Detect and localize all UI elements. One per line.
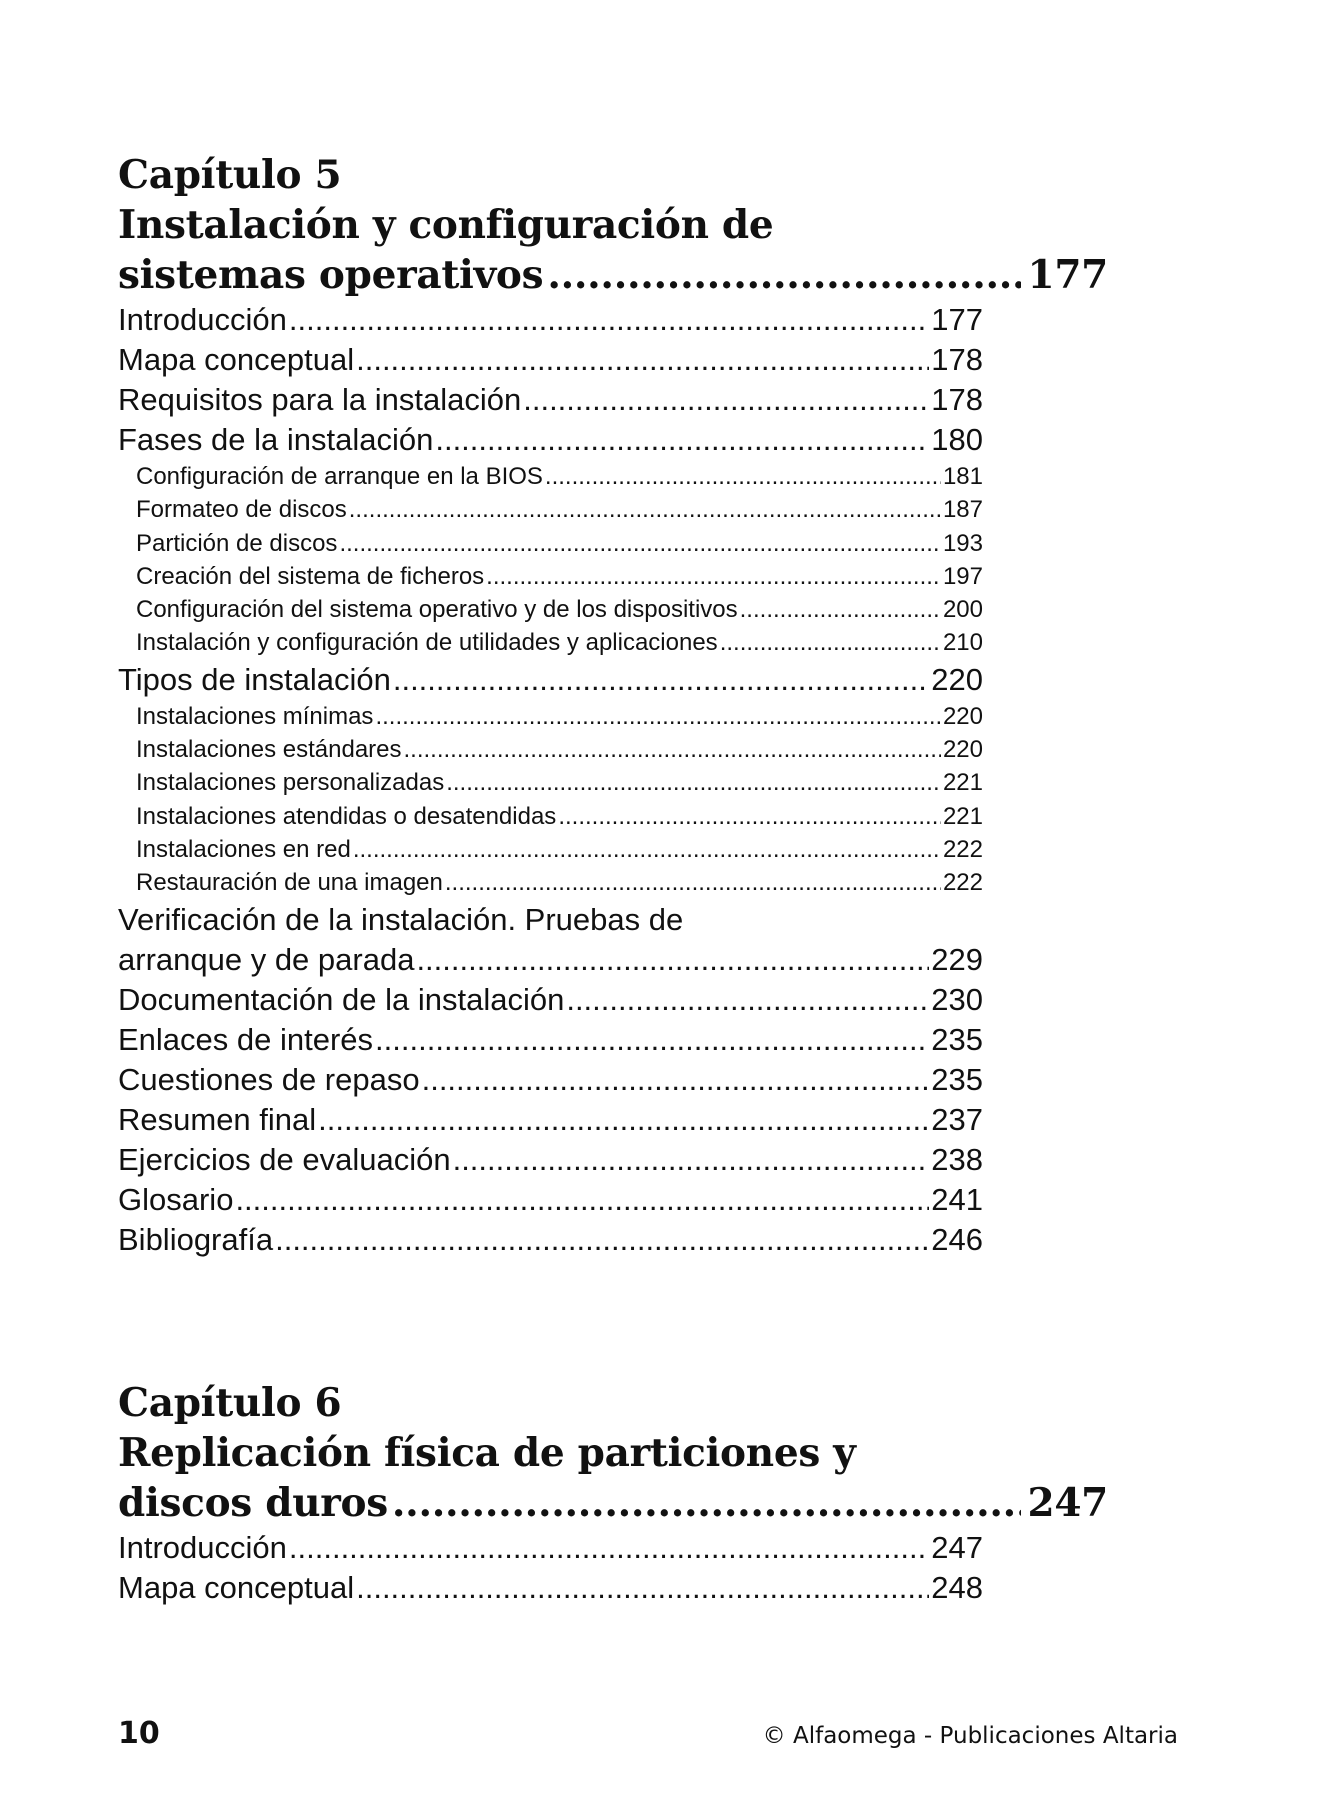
toc-subentry [118, 766, 983, 799]
toc-entry-title: Documentación de la instalación [118, 981, 565, 1017]
toc-entry-page: 200 [942, 596, 983, 624]
chapter-label: Capítulo 5 [118, 152, 342, 198]
toc-entry-title: Introducción [118, 1530, 287, 1565]
dot-leader [349, 493, 941, 526]
toc-entry-title: Enlaces de interés [118, 1021, 374, 1057]
toc-entry-page: 220 [942, 702, 983, 730]
chapter-title-line1: Instalación y configuración de [118, 202, 774, 248]
dot-leader [422, 1060, 930, 1100]
toc-entry-title: Instalaciones mínimas [136, 702, 374, 730]
toc-entry-page: 222 [942, 835, 983, 863]
dot-leader [235, 1180, 929, 1220]
toc-entry [118, 420, 983, 460]
toc-entry-title: Cuestiones de repaso [118, 1061, 420, 1097]
toc-entry [118, 1060, 983, 1100]
chapter-title-line2 [118, 250, 1108, 300]
toc-entry-title: Instalaciones en red [136, 835, 351, 863]
chapter-6-section [118, 1378, 1108, 1608]
toc-entry-line [118, 900, 983, 940]
toc-entry-title: Creación del sistema de ficheros [136, 562, 485, 590]
toc-entry [118, 1220, 983, 1260]
dot-leader [289, 300, 929, 340]
toc-entry-title: Instalaciones personalizadas [136, 769, 445, 797]
toc-entry [118, 1568, 983, 1608]
toc-entry-page: 248 [931, 1570, 983, 1605]
toc-subentry [118, 866, 983, 899]
toc-entry-title: Requisitos para la instalación [118, 382, 522, 417]
toc-entry [118, 1528, 983, 1568]
toc-entry-page: 178 [931, 342, 983, 377]
chapter-page-number: 247 [1027, 1480, 1108, 1526]
dot-leader [416, 940, 929, 980]
toc-subentry [118, 493, 983, 526]
toc-entry-title: Configuración de arranque en la BIOS [136, 463, 543, 490]
page-footer [118, 1716, 1178, 1751]
dot-leader [545, 460, 941, 493]
chapter-label: Capítulo 6 [118, 1380, 342, 1426]
toc-entry-page: 220 [942, 736, 983, 764]
toc-entry [118, 1140, 983, 1180]
copyright-notice: © Alfaomega - Publicaciones Altaria [762, 1723, 1178, 1749]
dot-leader [375, 1020, 929, 1060]
dot-leader [435, 420, 929, 460]
toc-entry-title: Tipos de instalación [118, 661, 391, 697]
toc-entry [118, 380, 983, 420]
toc-entry-title: Mapa conceptual [118, 1570, 355, 1605]
dot-leader [547, 250, 1021, 300]
toc-entry-title: Instalaciones atendidas o desatendidas [136, 802, 557, 830]
toc-entry-title: Introducción [118, 302, 287, 337]
toc-entry-title: Instalación y configuración de utilidades y aplicaciones [136, 629, 718, 657]
toc-entry-page: 235 [931, 1021, 983, 1057]
toc-entry-page: 178 [931, 382, 983, 417]
dot-leader [523, 380, 929, 420]
toc-entry-title: Resumen final [118, 1101, 317, 1137]
toc-subentry [118, 527, 983, 560]
dot-leader [339, 527, 941, 560]
toc-entry-title: Glosario [118, 1181, 234, 1217]
dot-leader [356, 1568, 929, 1608]
toc-entry [118, 660, 983, 700]
toc-entry-title: Formateo de discos [136, 496, 347, 524]
toc-entry-page: 235 [931, 1061, 983, 1097]
toc-entry-page: 177 [931, 302, 983, 337]
page-number: 10 [118, 1716, 160, 1751]
toc-entry-page: 193 [942, 529, 983, 557]
toc-entry-title: Instalaciones estándares [136, 736, 402, 764]
dot-leader [740, 593, 941, 626]
chapter-title-text: sistemas operativos [118, 252, 544, 298]
toc-entry-title: Fases de la instalación [118, 422, 434, 457]
chapter-5-section [118, 150, 1108, 1260]
toc-subentry [118, 560, 983, 593]
toc-entry-title: Ejercicios de evaluación [118, 1141, 451, 1177]
dot-leader [289, 1528, 929, 1568]
toc-subentry [118, 626, 983, 659]
toc-entry [118, 980, 983, 1020]
toc-entry-title: arranque y de parada [118, 941, 415, 977]
toc-entry-page: 181 [942, 463, 983, 490]
dot-leader [318, 1100, 929, 1140]
toc-entries [118, 300, 983, 1260]
toc-entry [118, 1100, 983, 1140]
toc-entry-page: 220 [931, 661, 983, 697]
toc-entry-title: Verificación de la instalación. Pruebas de [118, 901, 684, 937]
toc-entry-title: Restauración de una imagen [136, 869, 443, 897]
dot-leader [558, 800, 941, 833]
toc-entry-page: 246 [931, 1221, 983, 1257]
toc-subentry [118, 733, 983, 766]
dot-leader [275, 1220, 929, 1260]
dot-leader [566, 980, 929, 1020]
toc-entry-page: 238 [931, 1141, 983, 1177]
toc-entry-page: 229 [931, 941, 983, 977]
toc-entry-page: 247 [931, 1530, 983, 1565]
toc-entry-page: 221 [942, 802, 983, 830]
dot-leader [404, 733, 941, 766]
dot-leader [720, 626, 941, 659]
toc-entry-page: 187 [942, 496, 983, 524]
dot-leader [392, 1478, 1022, 1528]
toc-subentry [118, 833, 983, 866]
toc-entry-title: Partición de discos [136, 529, 338, 557]
toc-subentry [118, 700, 983, 733]
dot-leader [453, 1140, 930, 1180]
dot-leader [445, 866, 941, 899]
toc-entry-page: 197 [942, 562, 983, 590]
toc-entry-title: Configuración del sistema operativo y de los dispositivos [136, 596, 738, 624]
toc-subentry [118, 800, 983, 833]
toc-subentry [118, 593, 983, 626]
toc-entry [118, 940, 983, 980]
toc-entries [118, 1528, 983, 1608]
dot-leader [446, 766, 941, 799]
toc-entry-page: 237 [931, 1101, 983, 1137]
toc-entry-page: 221 [942, 769, 983, 797]
toc-entry-page: 241 [931, 1181, 983, 1217]
dot-leader [486, 560, 941, 593]
toc-entry-page: 222 [942, 869, 983, 897]
chapter-page-number: 177 [1027, 252, 1108, 298]
toc-entry-page: 180 [931, 422, 983, 457]
toc-entry-page: 210 [942, 629, 983, 657]
toc-entry [118, 300, 983, 340]
toc-entry-title: Bibliografía [118, 1221, 274, 1257]
dot-leader [375, 700, 941, 733]
toc-entry [118, 1180, 983, 1220]
toc-entry-title: Mapa conceptual [118, 342, 355, 377]
dot-leader [393, 660, 929, 700]
toc-entry-page: 230 [931, 981, 983, 1017]
dot-leader [353, 833, 941, 866]
dot-leader [356, 340, 929, 380]
chapter-title-line2 [118, 1478, 1108, 1528]
chapter-title-line1: Replicación física de particiones y [118, 1430, 856, 1476]
toc-subentry [118, 460, 983, 493]
toc-entry [118, 1020, 983, 1060]
toc-entry [118, 340, 983, 380]
chapter-title-text: discos duros [118, 1480, 388, 1526]
